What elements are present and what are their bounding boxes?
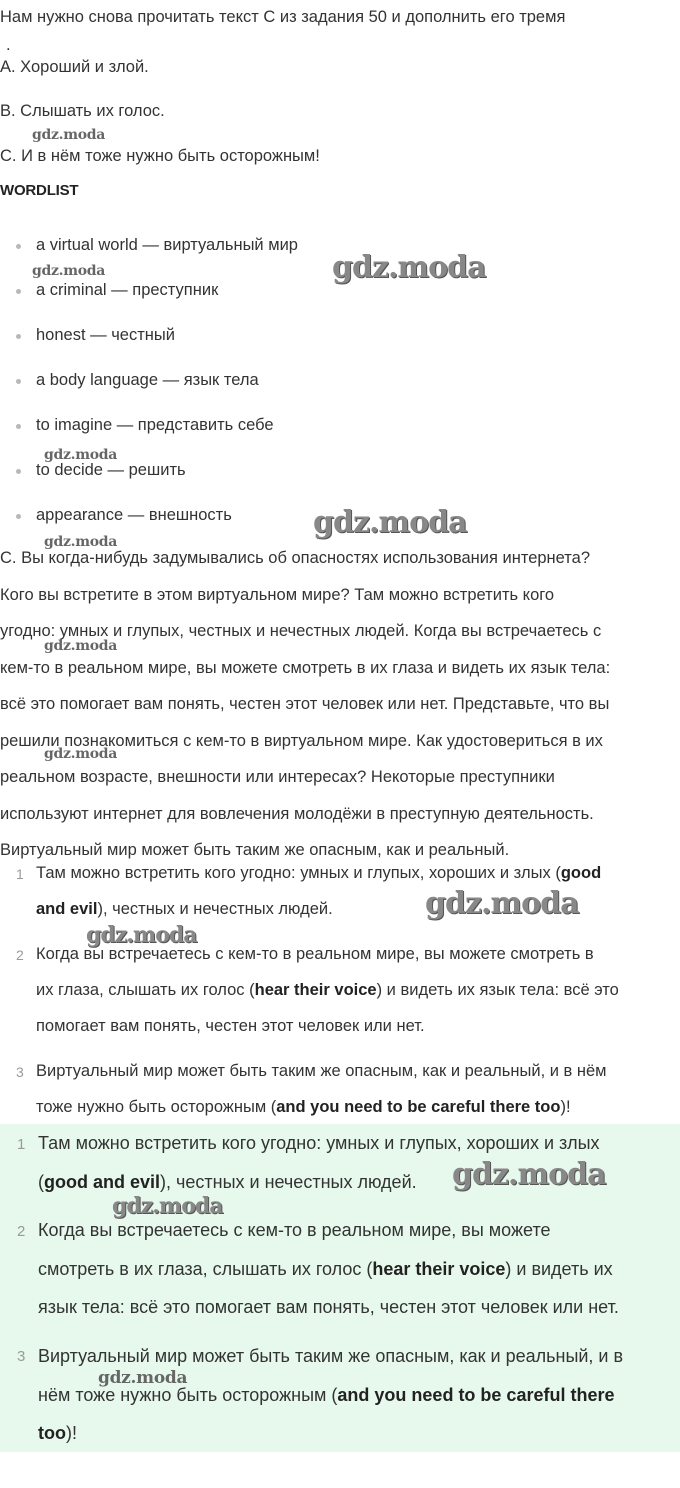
highlighted-answer-3-line: too)!	[38, 1423, 77, 1443]
watermark-logo: gdz.moda	[452, 1157, 606, 1192]
highlighted-answer-3-line: нём тоже нужно быть осторожным (and you need to be careful there	[38, 1385, 615, 1405]
bullet-icon	[16, 334, 21, 339]
text-c-line: Виртуальный мир может быть таким же опасным, как и реальный.	[0, 841, 510, 859]
bullet-icon	[16, 469, 21, 474]
answer-number: 2	[16, 947, 24, 963]
text-c-line: угодно: умных и глупых, честных и нечестных людей. Когда вы встречаетесь с	[0, 622, 602, 640]
bullet-icon	[16, 289, 21, 294]
highlighted-answer-2-line: Когда вы встречаетесь с кем-то в реальном мире, вы можете	[38, 1220, 551, 1240]
text-c-line: кем-то в реальном мире, вы можете смотреть в их глаза и видеть их язык тела:	[0, 658, 611, 677]
bullet-icon	[16, 514, 21, 519]
answer-number: 3	[16, 1064, 24, 1080]
text-c-line: всё это помогает вам понять, честен этот человек или нет. Представьте, что вы	[0, 695, 610, 713]
text-c-line: решили познакомиться с кем-то в виртуальном мире. Как удостовериться в их	[0, 731, 603, 750]
bullet-icon	[16, 379, 21, 384]
option-a: А. Хороший и злой.	[0, 58, 149, 76]
answer-number: 3	[17, 1348, 26, 1365]
answer-1-line: and evil), честных и нечестных людей.	[36, 900, 333, 918]
answer-3-line: Виртуальный мир может быть таким же опасным, как и реальный, и в нём	[36, 1062, 607, 1080]
answer-1-line: Там можно встретить кого угодно: умных и глупых, хороших и злых (good	[36, 864, 602, 882]
answer-3-line: тоже нужно быть осторожным (and you need to be careful there too)!	[36, 1098, 571, 1116]
bullet-icon	[16, 424, 21, 429]
watermark-logo: gdz.moda	[313, 505, 467, 540]
text-c-paragraph	[0, 540, 680, 869]
watermark-logo: gdz.moda	[44, 746, 118, 762]
answer-number: 1	[17, 1136, 26, 1153]
watermark-logo: gdz.moda	[32, 263, 106, 279]
highlighted-answer-1-line: (good and evil), честных и нечестных людей.	[38, 1172, 417, 1192]
bullet-icon	[16, 244, 21, 249]
watermark-logo: gdz.moda	[86, 922, 197, 948]
watermark-logo: gdz.moda	[332, 250, 486, 285]
option-b: B. Слышать их голос.	[0, 102, 165, 120]
watermark-logo: gdz.moda	[112, 1193, 223, 1219]
watermark-logo: gdz.moda	[44, 447, 118, 463]
instruction-dot: .	[6, 36, 11, 54]
watermark-logo: gdz.moda	[44, 638, 118, 654]
text-c-line: реальном возрасте, внешности или интересах? Некоторые преступники	[0, 768, 555, 786]
wordlist-item: to decide — решить	[36, 461, 186, 479]
text-c-line: С. Вы когда-нибудь задумывались об опасностях использования интернета?	[0, 549, 591, 567]
answer-2-line: Когда вы встречаетесь с кем-то в реальном мире, вы можете смотреть в	[36, 945, 594, 963]
highlighted-answer-2-line: смотреть в их глаза, слышать их голос (hear their voice) и видеть их	[38, 1259, 613, 1279]
watermark-logo: gdz.moda	[98, 1368, 188, 1388]
answer-number: 2	[17, 1223, 26, 1240]
option-c: С. И в нём тоже нужно быть осторожным!	[0, 147, 320, 165]
text-c-line: Кого вы встретите в этом виртуальном мире? Там можно встретить кого	[0, 585, 555, 604]
watermark-logo: gdz.moda	[425, 886, 579, 921]
wordlist-item: a body language — язык тела	[36, 371, 259, 389]
highlighted-answer-1-line: Там можно встретить кого угодно: умных и глупых, хороших и злых	[38, 1133, 600, 1153]
text-c-line: используют интернет для вовлечения молодёжи в преступную деятельность.	[0, 804, 594, 823]
watermark-logo: gdz.moda	[44, 534, 118, 550]
wordlist-item: a criminal — преступник	[36, 281, 219, 299]
highlighted-answer-2-line: язык тела: всё это помогает вам понять, честен этот человек или нет.	[38, 1297, 619, 1317]
highlighted-answer-3-line: Виртуальный мир может быть таким же опасным, как и реальный, и в	[38, 1346, 624, 1366]
wordlist-item: honest — честный	[36, 326, 175, 344]
wordlist-item: to imagine — представить себе	[36, 416, 274, 434]
answer-2-line: помогает вам понять, честен этот человек или нет.	[36, 1017, 425, 1035]
instruction-text: Нам нужно снова прочитать текст С из задания 50 и дополнить его тремя	[0, 8, 566, 26]
wordlist-item: a virtual world — виртуальный мир	[36, 236, 298, 254]
answer-number: 1	[16, 866, 24, 882]
watermark-logo: gdz.moda	[32, 127, 106, 143]
wordlist-heading: WORDLIST	[0, 182, 79, 199]
answer-2-line: их глаза, слышать их голос (hear their voice) и видеть их язык тела: всё это	[36, 981, 619, 999]
wordlist-item: appearance — внешность	[36, 506, 232, 524]
